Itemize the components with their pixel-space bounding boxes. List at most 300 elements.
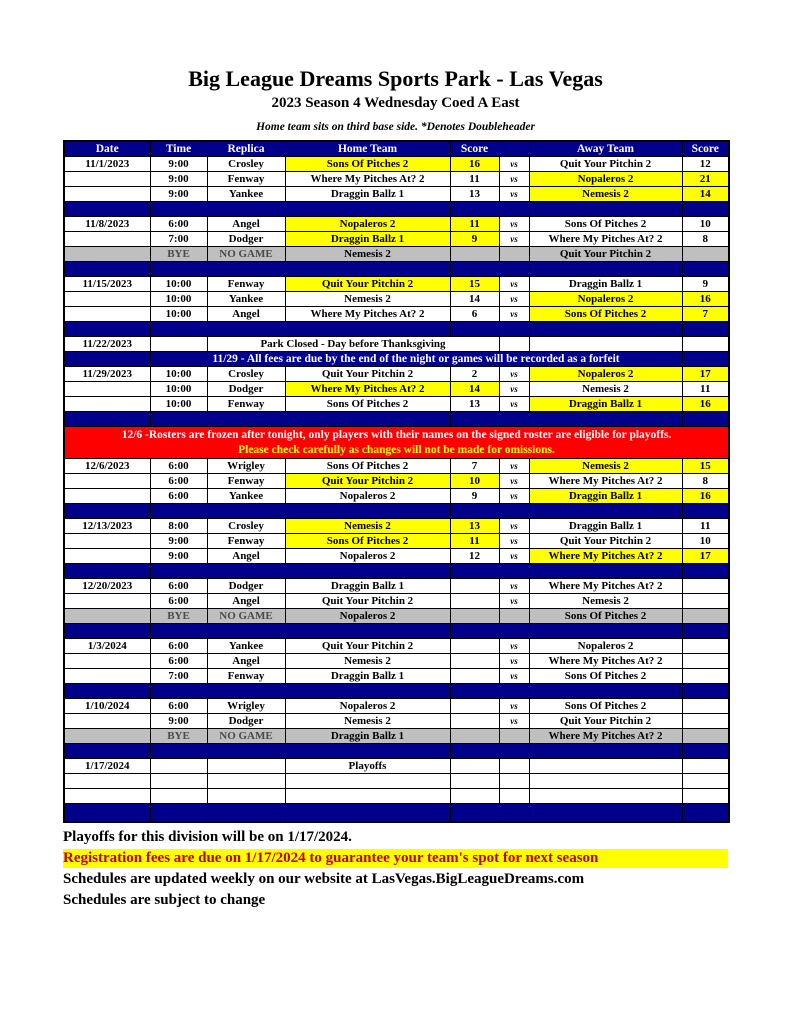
- date-cell: 11/29/2023: [64, 367, 150, 382]
- blank-cell: [64, 789, 150, 804]
- replica-cell: Dodger: [207, 382, 285, 397]
- away-team-cell: Sons Of Pitches 2: [529, 217, 682, 232]
- away-team-cell: Sons Of Pitches 2: [529, 669, 682, 684]
- game-row: [64, 292, 729, 307]
- game-row: [64, 534, 729, 549]
- time-cell: 10:00: [150, 307, 207, 322]
- divider-cell: [682, 684, 729, 699]
- away-team-cell: Where My Pitches At? 2: [529, 654, 682, 669]
- divider-cell: [529, 412, 682, 427]
- home-team-cell: Nemesis 2: [285, 519, 450, 534]
- date-cell: [64, 352, 150, 367]
- divider-cell: [450, 202, 499, 217]
- home-score-cell: 11: [450, 172, 499, 187]
- divider-cell: [529, 744, 682, 759]
- playoffs-text: Playoffs: [285, 759, 450, 774]
- divider-row: [64, 684, 729, 699]
- away-score-cell: [682, 247, 729, 262]
- bye-row: [64, 609, 729, 624]
- divider-cell: [207, 412, 285, 427]
- game-row: [64, 639, 729, 654]
- away-team-cell: Draggin Ballz 1: [529, 519, 682, 534]
- time-cell: 10:00: [150, 397, 207, 412]
- home-team-cell: Nemesis 2: [285, 654, 450, 669]
- time-cell: 6:00: [150, 217, 207, 232]
- vs-cell: vs: [499, 534, 529, 549]
- time-cell: 6:00: [150, 654, 207, 669]
- col-header-home-team: Home Team: [285, 141, 450, 157]
- vs-cell: vs: [499, 172, 529, 187]
- time-cell: 8:00: [150, 519, 207, 534]
- replica-cell: Angel: [207, 654, 285, 669]
- home-team-note: Home team sits on third base side. *Denotes Doubleheader: [256, 121, 535, 133]
- vs-cell: vs: [499, 549, 529, 564]
- website-note: Schedules are updated weekly on our website at LasVegas.BigLeagueDreams.com: [63, 870, 585, 887]
- divider-cell: [499, 744, 529, 759]
- home-team-cell: Nopaleros 2: [285, 549, 450, 564]
- divider-cell: [207, 322, 285, 337]
- divider-cell: [150, 804, 207, 822]
- date-cell: [64, 172, 150, 187]
- date-cell: [64, 714, 150, 729]
- divider-cell: [207, 624, 285, 639]
- divider-cell: [150, 564, 207, 579]
- away-team-cell: Where My Pitches At? 2: [529, 232, 682, 247]
- away-team-cell: Where My Pitches At? 2: [529, 579, 682, 594]
- replica-cell: Fenway: [207, 277, 285, 292]
- divider-cell: [64, 322, 150, 337]
- away-team-cell: Draggin Ballz 1: [529, 277, 682, 292]
- game-row: [64, 474, 729, 489]
- home-team-cell: Draggin Ballz 1: [285, 729, 450, 744]
- footer: [63, 828, 728, 910]
- game-row: [64, 579, 729, 594]
- date-cell: 11/15/2023: [64, 277, 150, 292]
- vs-cell: vs: [499, 217, 529, 232]
- date-cell: [64, 397, 150, 412]
- away-score-cell: [682, 639, 729, 654]
- divider-cell: [682, 744, 729, 759]
- divider-cell: [450, 412, 499, 427]
- time-cell: 9:00: [150, 549, 207, 564]
- divider-row: [64, 804, 729, 822]
- away-score-cell: [682, 699, 729, 714]
- divider-cell: [150, 412, 207, 427]
- away-score-cell: 7: [682, 307, 729, 322]
- divider-cell: [450, 624, 499, 639]
- home-score-cell: [450, 714, 499, 729]
- divider-cell: [682, 202, 729, 217]
- blank-cell: [450, 789, 499, 804]
- vs-cell: [499, 609, 529, 624]
- away-team-cell: Nopaleros 2: [529, 639, 682, 654]
- away-score-cell: [682, 714, 729, 729]
- time-cell: 6:00: [150, 579, 207, 594]
- time-cell: 9:00: [150, 157, 207, 172]
- date-cell: 11/1/2023: [64, 157, 150, 172]
- replica-cell: Angel: [207, 307, 285, 322]
- divider-cell: [64, 624, 150, 639]
- away-score-cell: 14: [682, 187, 729, 202]
- game-row: [64, 699, 729, 714]
- away-score-cell: [682, 609, 729, 624]
- replica-cell: Crosley: [207, 519, 285, 534]
- divider-cell: [285, 804, 450, 822]
- home-team-cell: Draggin Ballz 1: [285, 187, 450, 202]
- vs-cell: vs: [499, 232, 529, 247]
- home-score-cell: 13: [450, 187, 499, 202]
- home-team-cell: Quit Your Pitchin 2: [285, 277, 450, 292]
- vs-cell: vs: [499, 382, 529, 397]
- divider-cell: [285, 504, 450, 519]
- time-cell: 7:00: [150, 669, 207, 684]
- vs-cell: [499, 247, 529, 262]
- away-team-cell: Nemesis 2: [529, 382, 682, 397]
- roster-freeze-notice-text: [64, 427, 729, 459]
- away-score-cell: [682, 654, 729, 669]
- time-cell: 9:00: [150, 714, 207, 729]
- col-header-vs: [499, 141, 529, 157]
- date-cell: [64, 489, 150, 504]
- away-team-cell: Quit Your Pitchin 2: [529, 247, 682, 262]
- divider-cell: [64, 804, 150, 822]
- time-cell: 6:00: [150, 489, 207, 504]
- replica-cell: Fenway: [207, 397, 285, 412]
- divider-cell: [450, 684, 499, 699]
- date-cell: [64, 549, 150, 564]
- roster-notice-line-2: Please check carefully as changes will not be made for omissions.: [238, 444, 555, 456]
- date-cell: [64, 534, 150, 549]
- divider-row: [64, 202, 729, 217]
- playoffs-row: [64, 759, 729, 774]
- time-cell: 10:00: [150, 382, 207, 397]
- divider-cell: [207, 262, 285, 277]
- date-cell: 12/20/2023: [64, 579, 150, 594]
- divider-cell: [682, 804, 729, 822]
- away-score-cell: 11: [682, 519, 729, 534]
- blank-cell: [150, 789, 207, 804]
- time-cell: 9:00: [150, 187, 207, 202]
- blank-row: [64, 789, 729, 804]
- replica-cell: Fenway: [207, 474, 285, 489]
- divider-cell: [285, 624, 450, 639]
- vs-cell: [499, 337, 529, 352]
- game-row: [64, 549, 729, 564]
- divider-cell: [529, 624, 682, 639]
- time-cell: 6:00: [150, 594, 207, 609]
- home-team-cell: Where My Pitches At? 2: [285, 382, 450, 397]
- away-team-cell: [529, 337, 682, 352]
- roster-freeze-notice-row: [64, 427, 729, 459]
- playoffs-date-note: Playoffs for this division will be on 1/17/2024.: [63, 828, 352, 845]
- home-team-cell: Nemesis 2: [285, 714, 450, 729]
- time-cell: 6:00: [150, 474, 207, 489]
- blank-cell: [150, 774, 207, 789]
- home-team-cell: Draggin Ballz 1: [285, 232, 450, 247]
- divider-cell: [285, 744, 450, 759]
- home-team-cell: Quit Your Pitchin 2: [285, 594, 450, 609]
- away-team-cell: Nopaleros 2: [529, 367, 682, 382]
- home-team-cell: Draggin Ballz 1: [285, 579, 450, 594]
- divider-cell: [499, 322, 529, 337]
- away-score-cell: 21: [682, 172, 729, 187]
- home-score-cell: [450, 669, 499, 684]
- away-score-cell: [682, 579, 729, 594]
- away-team-cell: [529, 759, 682, 774]
- home-score-cell: [450, 247, 499, 262]
- away-score-cell: [682, 352, 729, 367]
- divider-cell: [207, 744, 285, 759]
- divider-cell: [529, 262, 682, 277]
- away-score-cell: 16: [682, 292, 729, 307]
- divider-row: [64, 564, 729, 579]
- replica-cell: Wrigley: [207, 699, 285, 714]
- divider-cell: [499, 804, 529, 822]
- time-cell: 7:00: [150, 232, 207, 247]
- date-cell: [64, 307, 150, 322]
- divider-cell: [150, 504, 207, 519]
- away-team-cell: Sons Of Pitches 2: [529, 307, 682, 322]
- home-score-cell: [450, 759, 499, 774]
- divider-cell: [450, 504, 499, 519]
- replica-cell: [207, 759, 285, 774]
- date-cell: 12/13/2023: [64, 519, 150, 534]
- blank-cell: [529, 789, 682, 804]
- divider-cell: [682, 504, 729, 519]
- away-score-cell: 10: [682, 534, 729, 549]
- away-score-cell: 8: [682, 232, 729, 247]
- divider-row: [64, 322, 729, 337]
- replica-cell: Fenway: [207, 534, 285, 549]
- vs-cell: vs: [499, 157, 529, 172]
- divider-cell: [150, 202, 207, 217]
- divider-cell: [529, 684, 682, 699]
- divider-cell: [285, 684, 450, 699]
- col-header-score-away: Score: [682, 141, 729, 157]
- replica-cell: Crosley: [207, 157, 285, 172]
- home-score-cell: 14: [450, 292, 499, 307]
- replica-cell: Dodger: [207, 579, 285, 594]
- home-score-cell: 15: [450, 277, 499, 292]
- divider-cell: [450, 262, 499, 277]
- divider-cell: [529, 202, 682, 217]
- time-cell: 6:00: [150, 459, 207, 474]
- vs-cell: vs: [499, 292, 529, 307]
- divider-cell: [529, 804, 682, 822]
- divider-cell: [285, 262, 450, 277]
- col-header-away-team: Away Team: [529, 141, 682, 157]
- time-cell: 9:00: [150, 534, 207, 549]
- away-team-cell: Quit Your Pitchin 2: [529, 714, 682, 729]
- date-cell: [64, 187, 150, 202]
- home-team-cell: Sons Of Pitches 2: [285, 534, 450, 549]
- home-team-cell: Draggin Ballz 1: [285, 669, 450, 684]
- divider-cell: [64, 564, 150, 579]
- divider-cell: [499, 684, 529, 699]
- time-cell: 10:00: [150, 367, 207, 382]
- replica-cell: Angel: [207, 549, 285, 564]
- away-team-cell: Nopaleros 2: [529, 292, 682, 307]
- game-row: [64, 277, 729, 292]
- divider-cell: [207, 804, 285, 822]
- home-team-cell: Nopaleros 2: [285, 217, 450, 232]
- divider-cell: [64, 412, 150, 427]
- away-team-cell: Nemesis 2: [529, 594, 682, 609]
- vs-cell: vs: [499, 639, 529, 654]
- away-team-cell: Nemesis 2: [529, 459, 682, 474]
- divider-cell: [64, 262, 150, 277]
- blank-row: [64, 774, 729, 789]
- home-team-cell: Sons Of Pitches 2: [285, 397, 450, 412]
- divider-cell: [450, 744, 499, 759]
- blank-cell: [450, 774, 499, 789]
- col-header-date: Date: [64, 141, 150, 157]
- game-row: [64, 669, 729, 684]
- vs-cell: vs: [499, 714, 529, 729]
- date-cell: 11/22/2023: [64, 337, 150, 352]
- col-header-time: Time: [150, 141, 207, 157]
- time-cell: 6:00: [150, 639, 207, 654]
- divider-cell: [499, 624, 529, 639]
- away-score-cell: [682, 669, 729, 684]
- away-team-cell: Sons Of Pitches 2: [529, 609, 682, 624]
- schedule-table: [63, 140, 730, 823]
- divider-cell: [207, 684, 285, 699]
- replica-cell: Fenway: [207, 172, 285, 187]
- blank-cell: [207, 789, 285, 804]
- home-team-cell: Sons Of Pitches 2: [285, 459, 450, 474]
- vs-cell: vs: [499, 459, 529, 474]
- home-score-cell: [450, 654, 499, 669]
- col-header-score: Score: [450, 141, 499, 157]
- home-score-cell: 13: [450, 519, 499, 534]
- divider-row: [64, 504, 729, 519]
- home-team-cell: Sons Of Pitches 2: [285, 157, 450, 172]
- game-row: [64, 459, 729, 474]
- away-team-cell: Quit Your Pitchin 2: [529, 157, 682, 172]
- vs-cell: vs: [499, 367, 529, 382]
- home-team-cell: Nemesis 2: [285, 292, 450, 307]
- game-row: [64, 367, 729, 382]
- home-team-cell: Nopaleros 2: [285, 699, 450, 714]
- time-cell: BYE: [150, 729, 207, 744]
- divider-cell: [150, 744, 207, 759]
- game-row: [64, 519, 729, 534]
- home-team-cell: Quit Your Pitchin 2: [285, 367, 450, 382]
- game-row: [64, 187, 729, 202]
- replica-cell: NO GAME: [207, 247, 285, 262]
- time-cell: [150, 337, 207, 352]
- home-team-cell: Where My Pitches At? 2: [285, 307, 450, 322]
- home-team-cell: Where My Pitches At? 2: [285, 172, 450, 187]
- date-cell: 1/17/2024: [64, 759, 150, 774]
- date-cell: 1/3/2024: [64, 639, 150, 654]
- vs-cell: vs: [499, 474, 529, 489]
- registration-fees-note: Registration fees are due on 1/17/2024 to guarantee your team's spot for next season: [63, 849, 728, 868]
- away-team-cell: Sons Of Pitches 2: [529, 699, 682, 714]
- game-row: [64, 714, 729, 729]
- blank-cell: [682, 789, 729, 804]
- home-team-cell: Nemesis 2: [285, 247, 450, 262]
- replica-cell: NO GAME: [207, 729, 285, 744]
- date-cell: [64, 669, 150, 684]
- replica-cell: Angel: [207, 217, 285, 232]
- date-cell: [64, 654, 150, 669]
- replica-cell: Yankee: [207, 292, 285, 307]
- away-score-cell: 17: [682, 549, 729, 564]
- date-cell: [64, 232, 150, 247]
- fees-notice-text: 11/29 - All fees are due by the end of the night or games will be recorded as a forfeit: [150, 352, 682, 367]
- game-row: [64, 232, 729, 247]
- away-team-cell: Nopaleros 2: [529, 172, 682, 187]
- divider-cell: [682, 624, 729, 639]
- divider-cell: [64, 504, 150, 519]
- home-score-cell: 16: [450, 157, 499, 172]
- page-subtitle: 2023 Season 4 Wednesday Coed A East: [271, 95, 520, 111]
- away-team-cell: Where My Pitches At? 2: [529, 474, 682, 489]
- replica-cell: Fenway: [207, 669, 285, 684]
- divider-cell: [150, 262, 207, 277]
- divider-cell: [682, 564, 729, 579]
- date-cell: 11/8/2023: [64, 217, 150, 232]
- away-team-cell: Nemesis 2: [529, 187, 682, 202]
- home-team-cell: Quit Your Pitchin 2: [285, 639, 450, 654]
- home-score-cell: 9: [450, 489, 499, 504]
- game-row: [64, 489, 729, 504]
- game-row: [64, 382, 729, 397]
- divider-cell: [529, 504, 682, 519]
- bye-row: [64, 729, 729, 744]
- time-cell: 10:00: [150, 292, 207, 307]
- divider-row: [64, 744, 729, 759]
- away-score-cell: 17: [682, 367, 729, 382]
- time-cell: BYE: [150, 247, 207, 262]
- page-title: Big League Dreams Sports Park - Las Vegas: [188, 66, 603, 91]
- time-cell: 10:00: [150, 277, 207, 292]
- park-closed-row: [64, 337, 729, 352]
- divider-cell: [64, 744, 150, 759]
- divider-row: [64, 262, 729, 277]
- divider-cell: [285, 322, 450, 337]
- divider-cell: [682, 412, 729, 427]
- vs-cell: vs: [499, 699, 529, 714]
- home-score-cell: 6: [450, 307, 499, 322]
- divider-row: [64, 412, 729, 427]
- replica-cell: NO GAME: [207, 609, 285, 624]
- divider-cell: [207, 564, 285, 579]
- divider-cell: [450, 564, 499, 579]
- away-score-cell: 15: [682, 459, 729, 474]
- away-score-cell: 8: [682, 474, 729, 489]
- game-row: [64, 307, 729, 322]
- home-score-cell: [450, 579, 499, 594]
- bye-row: [64, 247, 729, 262]
- divider-cell: [150, 322, 207, 337]
- subject-to-change-note: Schedules are subject to change: [63, 891, 266, 908]
- home-score-cell: [450, 729, 499, 744]
- away-team-cell: Draggin Ballz 1: [529, 489, 682, 504]
- blank-cell: [499, 774, 529, 789]
- date-cell: [64, 382, 150, 397]
- home-score-cell: [450, 699, 499, 714]
- home-score-cell: 11: [450, 534, 499, 549]
- vs-cell: vs: [499, 307, 529, 322]
- home-team-cell: Quit Your Pitchin 2: [285, 474, 450, 489]
- divider-cell: [450, 322, 499, 337]
- vs-cell: vs: [499, 654, 529, 669]
- divider-cell: [450, 804, 499, 822]
- home-score-cell: [450, 594, 499, 609]
